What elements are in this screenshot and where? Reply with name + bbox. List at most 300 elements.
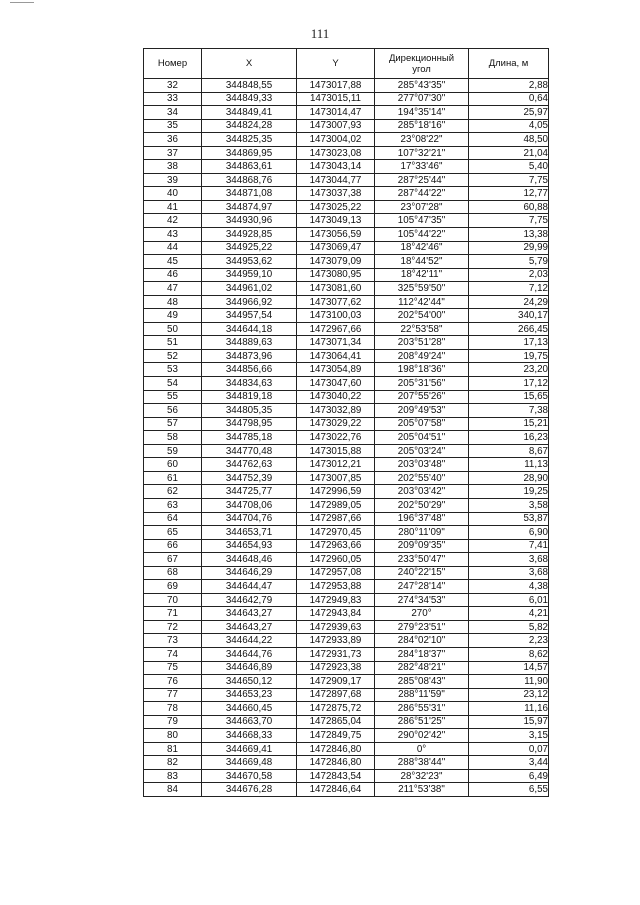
table-row [144, 742, 549, 756]
cell-coord-y: 1472846,80 [297, 742, 375, 756]
cell-point-number: 34 [144, 106, 202, 120]
cell-point-number: 65 [144, 526, 202, 540]
cell-direction-angle: 209°49'53" [375, 404, 469, 418]
cell-coord-x: 344752,39 [202, 471, 297, 485]
cell-direction-angle: 107°32'21" [375, 146, 469, 160]
cell-direction-angle: 196°37'48" [375, 512, 469, 526]
cell-point-number: 60 [144, 458, 202, 472]
table-row [144, 404, 549, 418]
cell-coord-x: 344928,85 [202, 228, 297, 242]
cell-point-number: 57 [144, 417, 202, 431]
cell-length: 5,79 [469, 255, 549, 269]
cell-direction-angle: 28°32'23" [375, 769, 469, 783]
cell-coord-x: 344762,63 [202, 458, 297, 472]
cell-coord-y: 1473043,14 [297, 160, 375, 174]
cell-coord-y: 1473037,38 [297, 187, 375, 201]
cell-coord-x: 344957,54 [202, 309, 297, 323]
cell-coord-x: 344648,46 [202, 553, 297, 567]
table-row [144, 214, 549, 228]
cell-direction-angle: 194°35'14" [375, 106, 469, 120]
cell-point-number: 32 [144, 79, 202, 93]
cell-coord-y: 1473023,08 [297, 146, 375, 160]
cell-point-number: 75 [144, 661, 202, 675]
cell-coord-y: 1472897,68 [297, 688, 375, 702]
cell-direction-angle: 203°03'48" [375, 458, 469, 472]
cell-point-number: 70 [144, 593, 202, 607]
cell-length: 7,41 [469, 539, 549, 553]
cell-direction-angle: 198°18'36" [375, 363, 469, 377]
header-y: Y [297, 49, 375, 79]
cell-point-number: 73 [144, 634, 202, 648]
cell-coord-y: 1472931,73 [297, 647, 375, 661]
cell-direction-angle: 112°42'44" [375, 295, 469, 309]
header-direction-angle [375, 49, 469, 79]
cell-coord-x: 344925,22 [202, 241, 297, 255]
cell-coord-x: 344871,08 [202, 187, 297, 201]
cell-coord-y: 1472843,54 [297, 769, 375, 783]
cell-direction-angle: 270° [375, 607, 469, 621]
cell-point-number: 78 [144, 702, 202, 716]
cell-coord-y: 1473004,02 [297, 133, 375, 147]
cell-length: 6,49 [469, 769, 549, 783]
cell-coord-y: 1472989,05 [297, 498, 375, 512]
cell-length: 266,45 [469, 322, 549, 336]
cell-coord-y: 1473007,85 [297, 471, 375, 485]
cell-point-number: 53 [144, 363, 202, 377]
cell-coord-x: 344642,79 [202, 593, 297, 607]
table-body [144, 79, 549, 797]
table-row [144, 444, 549, 458]
cell-coord-x: 344704,76 [202, 512, 297, 526]
cell-coord-y: 1472963,66 [297, 539, 375, 553]
cell-coord-x: 344646,89 [202, 661, 297, 675]
cell-point-number: 39 [144, 173, 202, 187]
cell-direction-angle: 209°09'35" [375, 539, 469, 553]
cell-direction-angle: 22°53'58" [375, 322, 469, 336]
cell-length: 6,01 [469, 593, 549, 607]
cell-coord-x: 344725,77 [202, 485, 297, 499]
cell-length: 7,75 [469, 214, 549, 228]
table-row [144, 756, 549, 770]
cell-length: 15,97 [469, 715, 549, 729]
cell-coord-x: 344863,61 [202, 160, 297, 174]
cell-point-number: 61 [144, 471, 202, 485]
coordinates-table [143, 48, 549, 797]
table-row [144, 620, 549, 634]
cell-length: 11,16 [469, 702, 549, 716]
cell-point-number: 76 [144, 675, 202, 689]
cell-coord-y: 1472846,64 [297, 783, 375, 797]
cell-direction-angle: 286°55'31" [375, 702, 469, 716]
cell-coord-x: 344930,96 [202, 214, 297, 228]
cell-point-number: 81 [144, 742, 202, 756]
cell-point-number: 48 [144, 295, 202, 309]
cell-coord-x: 344644,47 [202, 580, 297, 594]
table-row [144, 566, 549, 580]
cell-point-number: 35 [144, 119, 202, 133]
cell-direction-angle: 282°48'21" [375, 661, 469, 675]
cell-coord-y: 1473049,13 [297, 214, 375, 228]
cell-coord-x: 344644,18 [202, 322, 297, 336]
cell-coord-y: 1473044,77 [297, 173, 375, 187]
table-row [144, 92, 549, 106]
cell-direction-angle: 286°51'25" [375, 715, 469, 729]
cell-point-number: 56 [144, 404, 202, 418]
cell-coord-y: 1472933,89 [297, 634, 375, 648]
table-row [144, 390, 549, 404]
cell-point-number: 45 [144, 255, 202, 269]
cell-point-number: 46 [144, 268, 202, 282]
cell-coord-y: 1473056,59 [297, 228, 375, 242]
table-row [144, 322, 549, 336]
cell-coord-y: 1472939,63 [297, 620, 375, 634]
cell-coord-x: 344848,55 [202, 79, 297, 93]
table-row [144, 661, 549, 675]
cell-direction-angle: 18°42'11" [375, 268, 469, 282]
cell-coord-y: 1473007,93 [297, 119, 375, 133]
cell-point-number: 62 [144, 485, 202, 499]
table-row [144, 268, 549, 282]
cell-direction-angle: 287°25'44" [375, 173, 469, 187]
cell-point-number: 36 [144, 133, 202, 147]
cell-point-number: 64 [144, 512, 202, 526]
cell-coord-y: 1472967,66 [297, 322, 375, 336]
cell-coord-x: 344653,23 [202, 688, 297, 702]
table-row [144, 634, 549, 648]
cell-length: 3,68 [469, 553, 549, 567]
cell-length: 4,38 [469, 580, 549, 594]
table-row [144, 187, 549, 201]
cell-length: 5,40 [469, 160, 549, 174]
table-row [144, 228, 549, 242]
cell-length: 3,44 [469, 756, 549, 770]
cell-direction-angle: 207°55'26" [375, 390, 469, 404]
cell-coord-x: 344643,27 [202, 607, 297, 621]
cell-point-number: 82 [144, 756, 202, 770]
table-row [144, 526, 549, 540]
cell-coord-y: 1473012,21 [297, 458, 375, 472]
table-row [144, 553, 549, 567]
cell-coord-x: 344868,76 [202, 173, 297, 187]
cell-length: 19,25 [469, 485, 549, 499]
cell-point-number: 68 [144, 566, 202, 580]
cell-direction-angle: 285°43'35" [375, 79, 469, 93]
cell-point-number: 52 [144, 349, 202, 363]
cell-point-number: 77 [144, 688, 202, 702]
table-row [144, 431, 549, 445]
header-angle-line2: угол [412, 63, 431, 75]
table-row [144, 485, 549, 499]
cell-direction-angle: 279°23'51" [375, 620, 469, 634]
cell-point-number: 59 [144, 444, 202, 458]
cell-length: 8,67 [469, 444, 549, 458]
cell-coord-y: 1473064,41 [297, 349, 375, 363]
cell-coord-y: 1473071,34 [297, 336, 375, 350]
cell-point-number: 44 [144, 241, 202, 255]
table-row [144, 79, 549, 93]
table-row [144, 688, 549, 702]
table-row [144, 106, 549, 120]
cell-point-number: 58 [144, 431, 202, 445]
cell-coord-x: 344805,35 [202, 404, 297, 418]
cell-direction-angle: 287°44'22" [375, 187, 469, 201]
cell-point-number: 33 [144, 92, 202, 106]
cell-point-number: 54 [144, 377, 202, 391]
cell-coord-y: 1472949,83 [297, 593, 375, 607]
cell-point-number: 43 [144, 228, 202, 242]
cell-point-number: 51 [144, 336, 202, 350]
cell-coord-y: 1472960,05 [297, 553, 375, 567]
cell-coord-x: 344653,71 [202, 526, 297, 540]
cell-coord-x: 344669,48 [202, 756, 297, 770]
cell-length: 24,29 [469, 295, 549, 309]
table-row [144, 282, 549, 296]
cell-coord-x: 344889,63 [202, 336, 297, 350]
cell-length: 53,87 [469, 512, 549, 526]
cell-direction-angle: 280°11'09" [375, 526, 469, 540]
cell-direction-angle: 208°49'24" [375, 349, 469, 363]
cell-length: 60,88 [469, 200, 549, 214]
cell-coord-y: 1473029,22 [297, 417, 375, 431]
cell-direction-angle: 23°07'28" [375, 200, 469, 214]
cell-coord-y: 1473100,03 [297, 309, 375, 323]
cell-coord-y: 1473040,22 [297, 390, 375, 404]
cell-coord-x: 344961,02 [202, 282, 297, 296]
cell-length: 6,55 [469, 783, 549, 797]
cell-point-number: 71 [144, 607, 202, 621]
cell-point-number: 67 [144, 553, 202, 567]
cell-direction-angle: 205°03'24" [375, 444, 469, 458]
cell-direction-angle: 105°44'22" [375, 228, 469, 242]
cell-coord-y: 1472909,17 [297, 675, 375, 689]
cell-coord-y: 1472875,72 [297, 702, 375, 716]
cell-point-number: 50 [144, 322, 202, 336]
cell-coord-x: 344770,48 [202, 444, 297, 458]
cell-length: 15,21 [469, 417, 549, 431]
cell-length: 12,77 [469, 187, 549, 201]
table-header-row [144, 49, 549, 79]
table-row [144, 160, 549, 174]
cell-point-number: 38 [144, 160, 202, 174]
cell-direction-angle: 290°02'42" [375, 729, 469, 743]
cell-length: 2,23 [469, 634, 549, 648]
cell-direction-angle: 202°55'40" [375, 471, 469, 485]
cell-length: 7,38 [469, 404, 549, 418]
cell-direction-angle: 284°18'37" [375, 647, 469, 661]
cell-point-number: 37 [144, 146, 202, 160]
cell-point-number: 83 [144, 769, 202, 783]
table-row [144, 675, 549, 689]
table-row [144, 146, 549, 160]
cell-length: 340,17 [469, 309, 549, 323]
cell-length: 19,75 [469, 349, 549, 363]
scan-corner-mark [10, 2, 34, 3]
cell-coord-x: 344959,10 [202, 268, 297, 282]
cell-point-number: 55 [144, 390, 202, 404]
cell-length: 21,04 [469, 146, 549, 160]
table-row [144, 471, 549, 485]
cell-length: 11,13 [469, 458, 549, 472]
table-row [144, 336, 549, 350]
cell-length: 23,20 [469, 363, 549, 377]
cell-direction-angle: 285°18'16" [375, 119, 469, 133]
cell-coord-x: 344873,96 [202, 349, 297, 363]
header-angle-line1: Дирекционный [388, 52, 455, 64]
cell-coord-y: 1473015,88 [297, 444, 375, 458]
cell-length: 48,50 [469, 133, 549, 147]
cell-length: 4,05 [469, 119, 549, 133]
cell-coord-y: 1473017,88 [297, 79, 375, 93]
table-row [144, 702, 549, 716]
cell-direction-angle: 17°33'46" [375, 160, 469, 174]
table-row [144, 200, 549, 214]
cell-length: 17,13 [469, 336, 549, 350]
cell-coord-x: 344834,63 [202, 377, 297, 391]
cell-coord-x: 344708,06 [202, 498, 297, 512]
header-x: X [202, 49, 297, 79]
table-row [144, 119, 549, 133]
cell-direction-angle: 284°02'10" [375, 634, 469, 648]
cell-point-number: 72 [144, 620, 202, 634]
table-row [144, 607, 549, 621]
cell-direction-angle: 205°31'56" [375, 377, 469, 391]
cell-length: 29,99 [469, 241, 549, 255]
cell-point-number: 74 [144, 647, 202, 661]
cell-direction-angle: 23°08'22" [375, 133, 469, 147]
cell-direction-angle: 18°42'46" [375, 241, 469, 255]
cell-length: 8,62 [469, 647, 549, 661]
cell-length: 25,97 [469, 106, 549, 120]
table-row [144, 241, 549, 255]
table-row [144, 512, 549, 526]
cell-coord-x: 344644,76 [202, 647, 297, 661]
cell-coord-x: 344825,35 [202, 133, 297, 147]
cell-coord-y: 1473015,11 [297, 92, 375, 106]
cell-direction-angle: 274°34'53" [375, 593, 469, 607]
cell-length: 11,90 [469, 675, 549, 689]
cell-direction-angle: 240°22'15" [375, 566, 469, 580]
cell-coord-y: 1473079,09 [297, 255, 375, 269]
cell-coord-y: 1472943,84 [297, 607, 375, 621]
cell-length: 23,12 [469, 688, 549, 702]
cell-coord-x: 344643,27 [202, 620, 297, 634]
cell-coord-x: 344669,41 [202, 742, 297, 756]
table-row [144, 309, 549, 323]
cell-coord-x: 344966,92 [202, 295, 297, 309]
table-row [144, 593, 549, 607]
cell-length: 6,90 [469, 526, 549, 540]
cell-direction-angle: 205°04'51" [375, 431, 469, 445]
cell-point-number: 42 [144, 214, 202, 228]
cell-coord-y: 1473047,60 [297, 377, 375, 391]
cell-point-number: 41 [144, 200, 202, 214]
table-row [144, 783, 549, 797]
cell-coord-x: 344856,66 [202, 363, 297, 377]
cell-coord-y: 1473014,47 [297, 106, 375, 120]
table-row [144, 458, 549, 472]
cell-length: 3,68 [469, 566, 549, 580]
table-row [144, 498, 549, 512]
cell-direction-angle: 288°38'44" [375, 756, 469, 770]
cell-point-number: 80 [144, 729, 202, 743]
cell-direction-angle: 277°07'30" [375, 92, 469, 106]
cell-coord-x: 344798,95 [202, 417, 297, 431]
cell-coord-y: 1472957,08 [297, 566, 375, 580]
cell-coord-x: 344660,45 [202, 702, 297, 716]
cell-coord-y: 1473069,47 [297, 241, 375, 255]
cell-coord-x: 344646,29 [202, 566, 297, 580]
cell-coord-x: 344874,97 [202, 200, 297, 214]
table-row [144, 769, 549, 783]
cell-point-number: 79 [144, 715, 202, 729]
cell-coord-y: 1472846,80 [297, 756, 375, 770]
cell-point-number: 84 [144, 783, 202, 797]
cell-direction-angle: 247°28'14" [375, 580, 469, 594]
cell-coord-x: 344849,33 [202, 92, 297, 106]
header-number: Номер [144, 49, 202, 79]
cell-direction-angle: 202°50'29" [375, 498, 469, 512]
cell-coord-x: 344953,62 [202, 255, 297, 269]
cell-coord-x: 344663,70 [202, 715, 297, 729]
cell-point-number: 49 [144, 309, 202, 323]
cell-coord-y: 1472996,59 [297, 485, 375, 499]
cell-direction-angle: 203°03'42" [375, 485, 469, 499]
cell-coord-y: 1473025,22 [297, 200, 375, 214]
cell-coord-x: 344650,12 [202, 675, 297, 689]
cell-length: 4,21 [469, 607, 549, 621]
cell-coord-y: 1473081,60 [297, 282, 375, 296]
cell-point-number: 47 [144, 282, 202, 296]
table-row [144, 580, 549, 594]
cell-length: 2,88 [469, 79, 549, 93]
cell-coord-x: 344668,33 [202, 729, 297, 743]
table-row [144, 377, 549, 391]
cell-coord-y: 1472865,04 [297, 715, 375, 729]
table-row [144, 133, 549, 147]
table-row [144, 295, 549, 309]
page-number: 111 [310, 26, 330, 41]
header-length: Длина, м [469, 49, 549, 79]
cell-coord-y: 1473054,89 [297, 363, 375, 377]
cell-coord-y: 1472849,75 [297, 729, 375, 743]
cell-coord-y: 1473032,89 [297, 404, 375, 418]
cell-point-number: 63 [144, 498, 202, 512]
table-row [144, 173, 549, 187]
cell-coord-x: 344785,18 [202, 431, 297, 445]
table-row [144, 715, 549, 729]
cell-length: 28,90 [469, 471, 549, 485]
cell-length: 14,57 [469, 661, 549, 675]
cell-coord-y: 1473022,76 [297, 431, 375, 445]
cell-length: 0,64 [469, 92, 549, 106]
cell-coord-y: 1473080,95 [297, 268, 375, 282]
table-row [144, 647, 549, 661]
cell-length: 16,23 [469, 431, 549, 445]
cell-length: 3,15 [469, 729, 549, 743]
cell-length: 7,12 [469, 282, 549, 296]
cell-direction-angle: 105°47'35" [375, 214, 469, 228]
cell-length: 2,03 [469, 268, 549, 282]
cell-length: 0,07 [469, 742, 549, 756]
cell-coord-y: 1472970,45 [297, 526, 375, 540]
cell-coord-y: 1472923,38 [297, 661, 375, 675]
table-row [144, 729, 549, 743]
cell-coord-y: 1472987,66 [297, 512, 375, 526]
cell-length: 7,75 [469, 173, 549, 187]
cell-direction-angle: 288°11'59" [375, 688, 469, 702]
cell-coord-x: 344849,41 [202, 106, 297, 120]
cell-direction-angle: 325°59'50" [375, 282, 469, 296]
